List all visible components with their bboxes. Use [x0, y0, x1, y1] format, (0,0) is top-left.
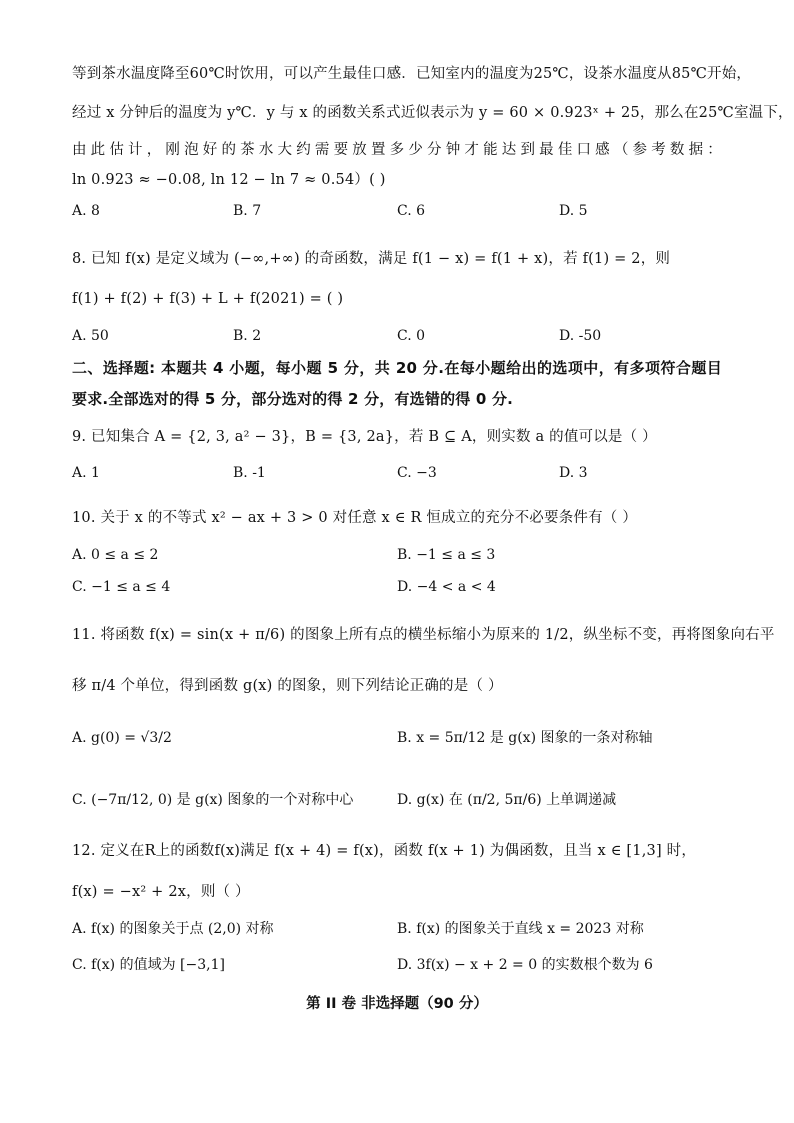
- q9-option-b: B. -1: [233, 465, 266, 481]
- q9-option-c: C. −3: [397, 465, 437, 481]
- q12-option-d: D. 3f(x) − x + 2 = 0 的实数根个数为 6: [397, 957, 653, 973]
- q7-text-line-4: ln 0.923 ≈ −0.08, ln 12 − ln 7 ≈ 0.54）( ): [72, 172, 386, 188]
- q10-option-c: C. −1 ≤ a ≤ 4: [72, 579, 171, 595]
- q9-option-a: A. 1: [72, 465, 100, 481]
- part-2-title: 第 II 卷 非选择题（90 分）: [306, 996, 488, 1012]
- q12-option-c: C. f(x) 的值域为 [−3,1]: [72, 957, 225, 973]
- q12-option-a: A. f(x) 的图象关于点 (2,0) 对称: [72, 921, 274, 937]
- section-2-heading-line-1: 二、选择题: 本题共 4 小题，每小题 5 分，共 20 分.在每小题给出的选项中，有多项符合题目: [72, 359, 722, 377]
- q11-option-c: C. (−7π/12, 0) 是 g(x) 图象的一个对称中心: [72, 792, 354, 808]
- q10-option-d: D. −4 < a < 4: [397, 579, 496, 595]
- q11-text-line-1: 11. 将函数 f(x) = sin(x + π/6) 的图象上所有点的横坐标缩小为原来的 1/2，纵坐标不变，再将图象向右平: [72, 627, 775, 643]
- q9-text: 9. 已知集合 A = {2, 3, a² − 3}，B = {3, 2a}，若 B ⊆ A，则实数 a 的值可以是（ ）: [72, 429, 657, 445]
- q8-text-line-2: f(1) + f(2) + f(3) + L + f(2021) = ( ): [72, 291, 344, 307]
- q7-option-b: B. 7: [233, 203, 262, 219]
- q7-text-line-1: 等到茶水温度降至60℃时饮用，可以产生最佳口感．已知室内的温度为25℃，设茶水温度从85℃开始，: [72, 66, 752, 82]
- q7-option-a: A. 8: [72, 203, 100, 219]
- q12-text-line-1: 12. 定义在R上的函数f(x)满足 f(x + 4) = f(x)，函数 f(x + 1) 为偶函数，且当 x ∈ [1,3] 时，: [72, 843, 697, 859]
- q7-option-d: D. 5: [559, 203, 588, 219]
- q11-option-d: D. g(x) 在 (π/2, 5π/6) 上单调递减: [397, 792, 617, 808]
- q12-option-b: B. f(x) 的图象关于直线 x = 2023 对称: [397, 921, 644, 937]
- q10-text: 10. 关于 x 的不等式 x² − ax + 3 > 0 对任意 x ∈ R 恒成立的充分不必要条件有（ ）: [72, 510, 638, 526]
- section-2-heading-line-2: 要求.全部选对的得 5 分，部分选对的得 2 分，有选错的得 0 分.: [72, 390, 514, 408]
- q8-option-b: B. 2: [233, 328, 262, 344]
- q7-text-line-3: 由此估计，刚泡好的茶水大约需要放置多少分钟才能达到最佳口感（参考数据：: [72, 142, 722, 158]
- q12-text-line-2: f(x) = −x² + 2x，则（ ）: [72, 884, 250, 900]
- q8-option-d: D. -50: [559, 328, 602, 344]
- q11-text-line-2: 移 π/4 个单位，得到函数 g(x) 的图象，则下列结论正确的是（ ）: [72, 678, 503, 694]
- q8-text-line-1: 8. 已知 f(x) 是定义域为 (−∞,+∞) 的奇函数，满足 f(1 − x) = f(1 + x)，若 f(1) = 2，则: [72, 251, 671, 267]
- q8-option-a: A. 50: [72, 328, 109, 344]
- q9-option-d: D. 3: [559, 465, 588, 481]
- q10-option-b: B. −1 ≤ a ≤ 3: [397, 547, 496, 563]
- q10-option-a: A. 0 ≤ a ≤ 2: [72, 547, 159, 563]
- q8-option-c: C. 0: [397, 328, 426, 344]
- q7-text-line-2: 经过 x 分钟后的温度为 y℃．y 与 x 的函数关系式近似表示为 y = 60 × 0.923ˣ + 25，那么在25℃室温下，: [72, 105, 793, 121]
- q11-option-b: B. x = 5π/12 是 g(x) 图象的一条对称轴: [397, 730, 653, 746]
- q7-option-c: C. 6: [397, 203, 426, 219]
- q11-option-a: A. g(0) = √3/2: [72, 730, 172, 746]
